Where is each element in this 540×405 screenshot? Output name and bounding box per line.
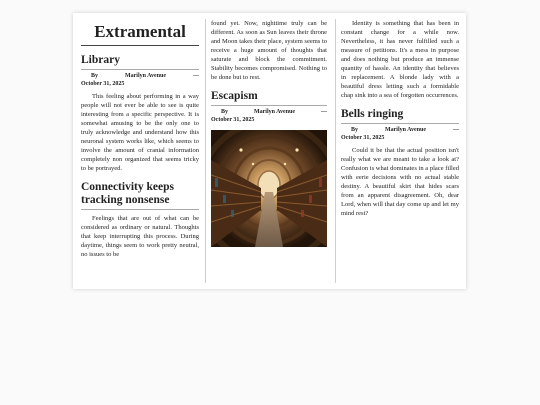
- article-body-connectivity-part1: Feelings that are out of what can be considered as ordinary or natural. Thoughts that keep interrupting this process. During daytime, things seem to work pretty neutral, no issues to be: [81, 215, 199, 258]
- column-divider: [205, 19, 206, 283]
- article-body-identity: Identity is something that has been in constant change for a while now. Nevertheless, it has never fulfilled such a measure of petitions. It's a mess in purpose and does nothing but produce an immense quantity of hassle. An identity that believes in replacement. A blonde lady with a beautiful dress letting such a formidable chap sink into a sea of forgotten occurrences.: [341, 20, 459, 99]
- byline-author: Marilyn Avenue: [384, 127, 427, 133]
- byline: [211, 109, 327, 124]
- column-divider: [335, 19, 336, 283]
- article-date: October 31, 2025: [341, 134, 385, 141]
- byline-by: By: [351, 127, 359, 133]
- newspaper-page: [73, 13, 466, 289]
- column-3: [341, 19, 459, 283]
- masthead-title: Extramental: [94, 22, 186, 41]
- byline: [341, 127, 459, 142]
- article-title-bells-ringing: Bells ringing: [341, 108, 459, 124]
- library-tunnel-photo: [211, 130, 327, 247]
- article-title-escapism: Escapism: [211, 90, 327, 106]
- article-body-library: This feeling about performing in a way people will not ever be able to see is quite interesting from a specific perspective. It is somewhat amusing to be the only one to truly acknowledge and understand how this neuronal system works like, which seems to involve the amount of cranial information completely non organized that seems tricky to be portrayed.: [81, 93, 199, 172]
- library-tunnel-illustration: [211, 130, 327, 247]
- byline-dash: —: [453, 127, 460, 133]
- byline-dash: —: [321, 109, 328, 115]
- column-1: [81, 19, 199, 283]
- byline-author: Marilyn Avenue: [253, 109, 296, 115]
- article-title-library: Library: [81, 54, 199, 70]
- article-title-connectivity: Connectivity keeps tracking nonsense: [81, 181, 199, 210]
- byline-by: By: [91, 73, 99, 79]
- masthead-rule: [81, 45, 199, 46]
- article-date: October 31, 2025: [211, 116, 255, 123]
- article-body-bells-ringing: Could it be that the actual position isn't really what we are meant to take a look at? Confusion is what dominates in a place filled with eerie decisions with no actual stable destiny. A beautiful skirt that hides scars from an apparent disagreement. Oh, dear Lord, when will that day come up and let my mind rest?: [341, 147, 459, 217]
- byline-dash: —: [193, 73, 200, 79]
- byline-author: Marilyn Avenue: [124, 73, 167, 79]
- article-body-connectivity-part2: found yet. Now, nighttime truly can be different. As soon as Sun leaves their throne and Moon takes their place, system seems to receive a huge amount of thoughts that saturate and block the commitment. Stability becomes compromised. Nothing to be done but to rest.: [211, 20, 327, 81]
- byline-by: By: [221, 109, 229, 115]
- byline: [81, 73, 199, 88]
- column-2: [211, 19, 327, 283]
- article-date: October 31, 2025: [81, 80, 125, 87]
